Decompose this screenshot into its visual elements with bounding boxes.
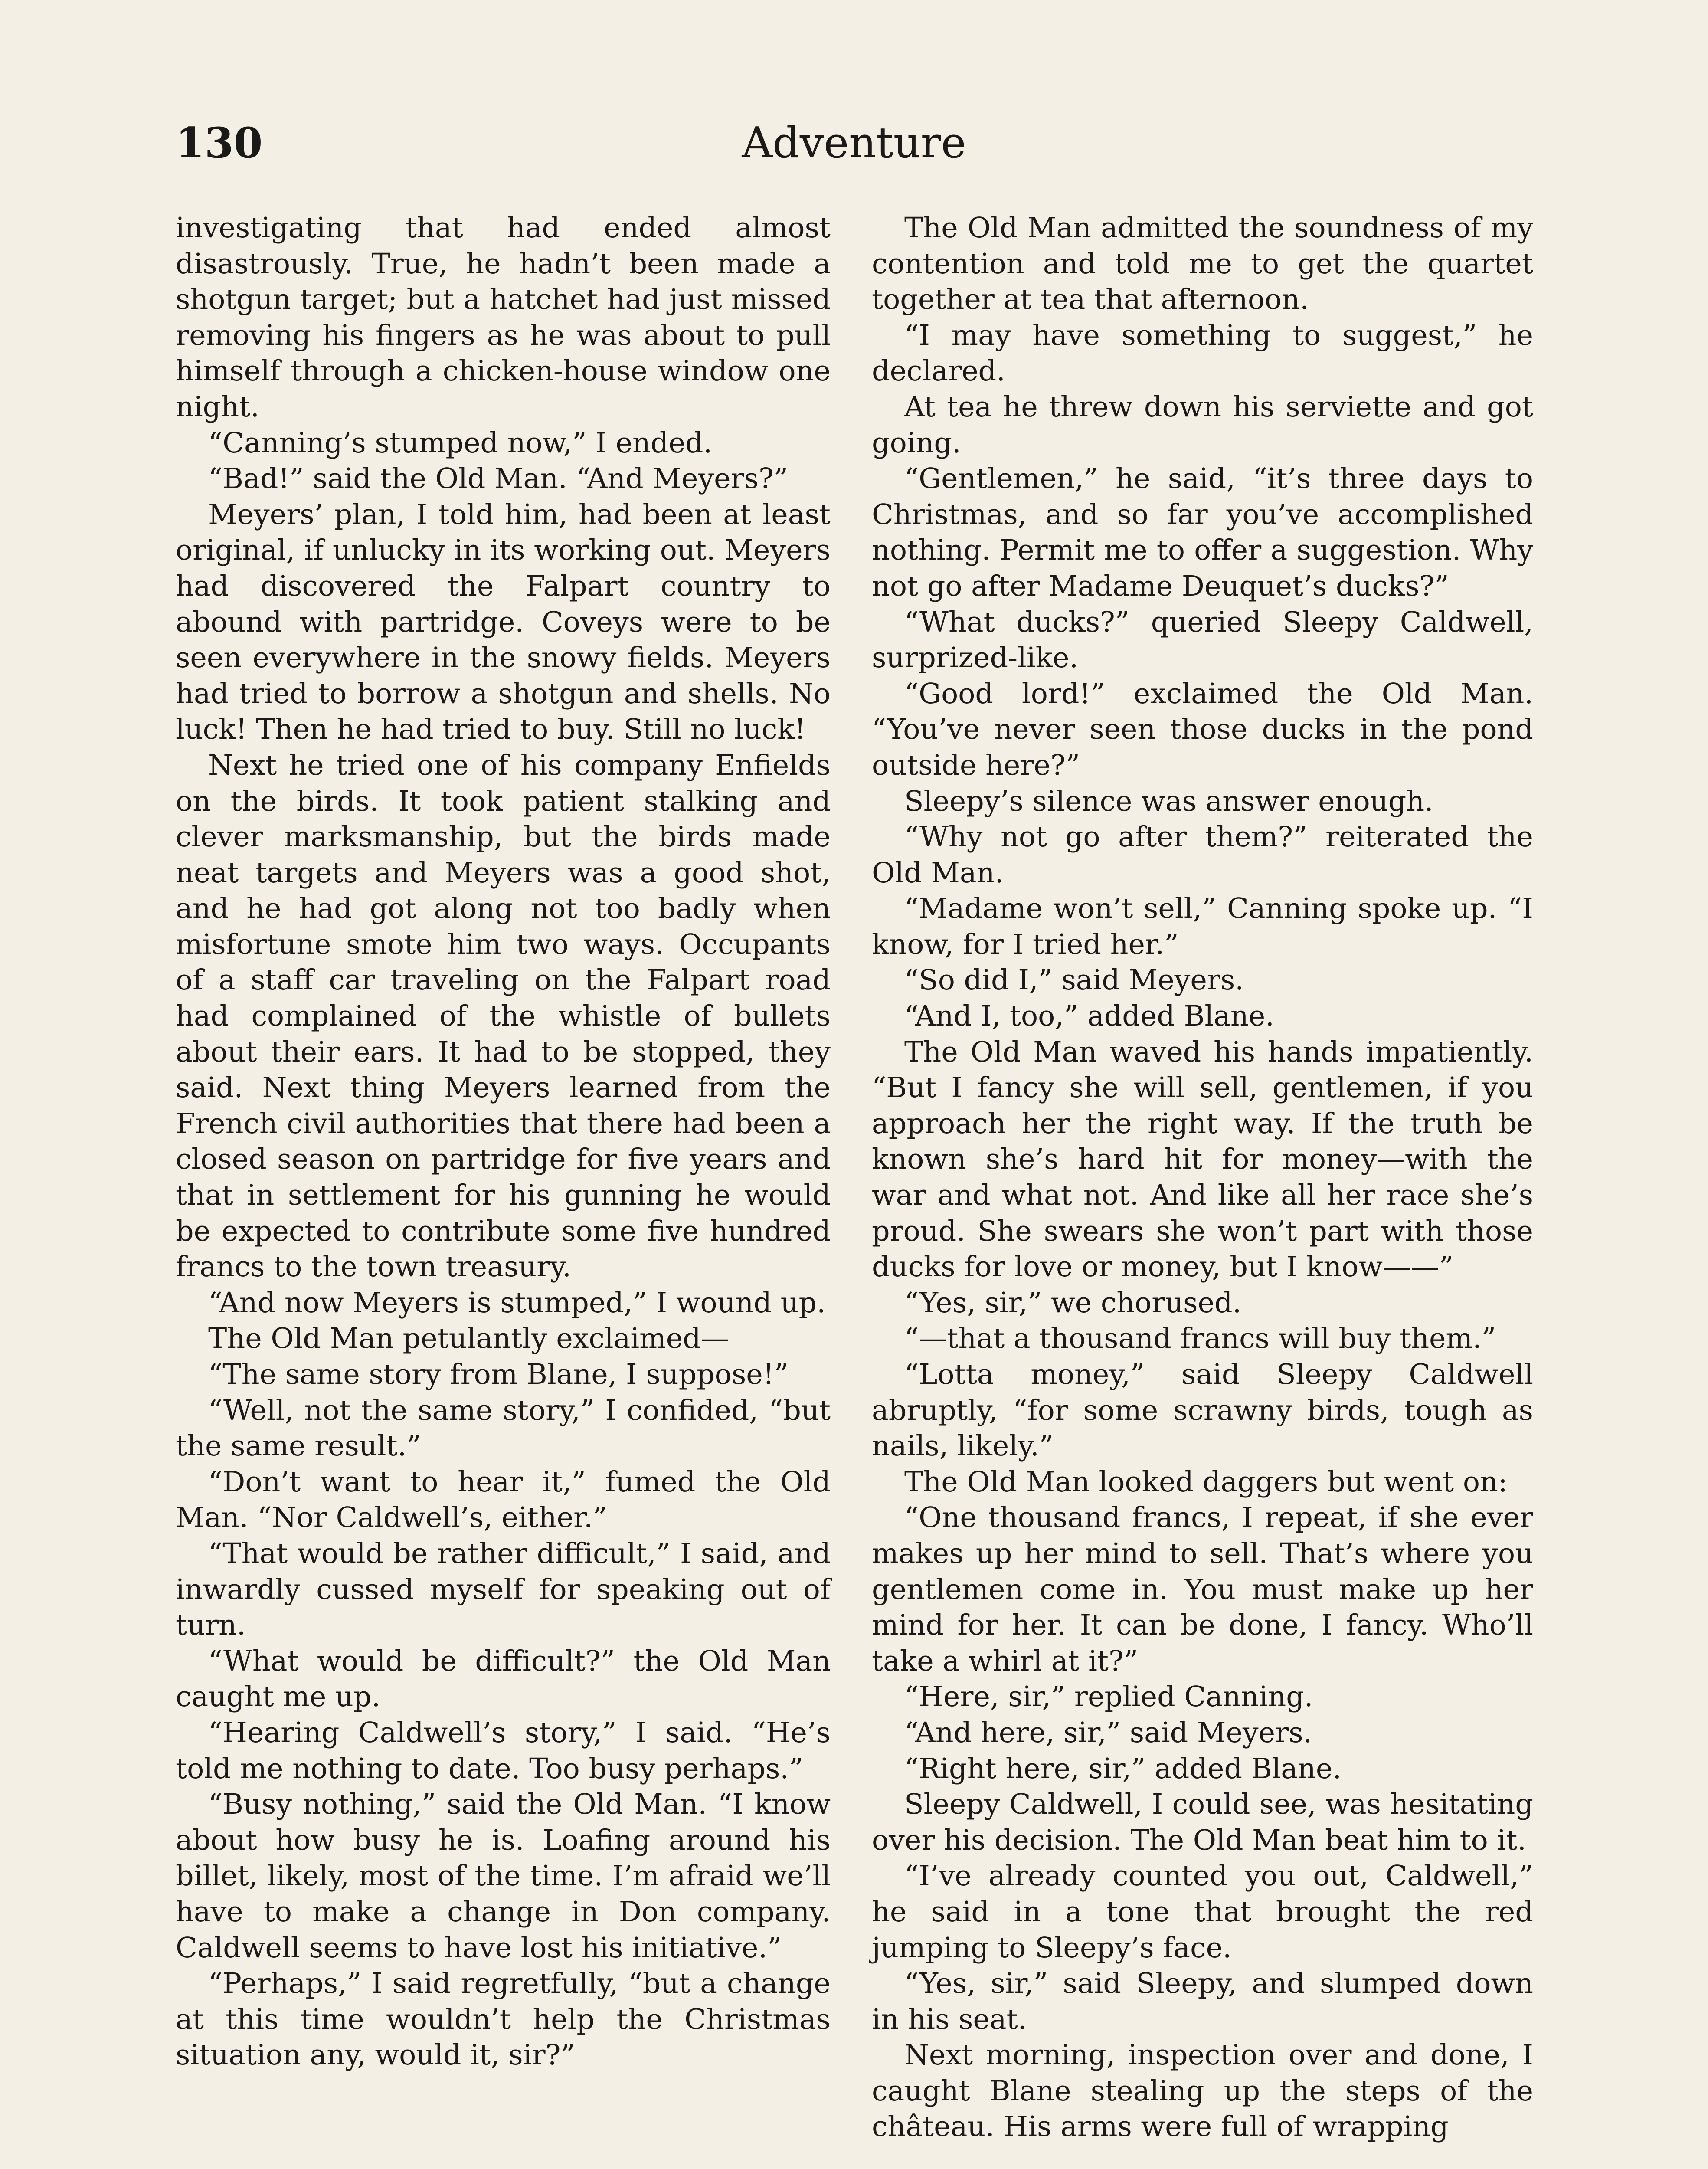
paragraph: At tea he threw down his serviette and got going.	[872, 390, 1533, 459]
paragraph: Sleepy Caldwell, I could see, was hesitating over his decision. The Old Man beat him to it.	[872, 1788, 1533, 1857]
paragraph: “And here, sir,” said Meyers.	[904, 1716, 1312, 1749]
paragraph: “I may have something to suggest,” he declared.	[872, 319, 1533, 388]
paragraph: “Well, not the same story,” I confided, “but the same result.”	[176, 1394, 831, 1463]
paragraph: Next morning, inspection over and done, I caught Blane stealing up the steps of the château. His arms were full of wrapping	[872, 2039, 1533, 2143]
page-header	[0, 108, 1708, 178]
paragraph: “Lotta money,” said Sleepy Caldwell abruptly, “for some scrawny birds, tough as nails, likely.”	[872, 1358, 1533, 1463]
paragraph: “Good lord!” exclaimed the Old Man. “You’ve never seen those ducks in the pond outside here?”	[872, 677, 1533, 782]
paragraph: “Right here, sir,” added Blane.	[904, 1752, 1342, 1785]
right-column	[872, 210, 1533, 2169]
paragraph: “The same story from Blane, I suppose!”	[208, 1358, 789, 1391]
paragraph: “Madame won’t sell,” Canning spoke up. “I know, for I tried her.”	[872, 892, 1533, 961]
paragraph: “Yes, sir,” we chorused.	[904, 1286, 1242, 1319]
paragraph: “I’ve already counted you out, Caldwell,” he said in a tone that brought the red jumping to Sleepy’s face.	[872, 1860, 1533, 1964]
paragraph: investigating that had ended almost disastrously. True, he hadn’t been made a shotgun target; but a hatchet had just missed removing his fingers as he was about to pull himself through a chicken-house window one night.	[176, 212, 831, 423]
paragraph: “So did I,” said Meyers.	[904, 964, 1244, 997]
paragraph: Meyers’ plan, I told him, had been at least original, if unlucky in its working out. Meyers had discovered the Falpart country to abound with partridge. Coveys were to be seen everywhere in the snowy fields. Meyers had tried to borrow a shotgun and shells. No luck! Then he had tried to buy. Still no luck!	[176, 498, 831, 746]
paragraph: The Old Man looked daggers but went on:	[904, 1465, 1508, 1498]
running-title: Adventure	[742, 118, 966, 168]
paragraph: “Perhaps,” I said regretfully, “but a change at this time wouldn’t help the Christmas situation any, would it, sir?”	[176, 1967, 831, 2072]
paragraph: “That would be rather difficult,” I said, and inwardly cussed myself for speaking out of turn.	[176, 1537, 831, 1642]
page-number: 130	[176, 118, 263, 167]
left-column	[176, 210, 831, 2169]
paragraph: Sleepy’s silence was answer enough.	[904, 785, 1433, 818]
paragraph: “Busy nothing,” said the Old Man. “I know about how busy he is. Loafing around his billet, likely, most of the time. I’m afraid we’ll have to make a change in Don company. Caldwell seems to have lost his initiative.”	[176, 1788, 831, 1964]
paragraph: “—that a thousand francs will buy them.”	[904, 1322, 1496, 1355]
paragraph: “Hearing Caldwell’s story,” I said. “He’s told me nothing to date. Too busy perhaps.”	[176, 1716, 831, 1785]
paragraph: “What ducks?” queried Sleepy Caldwell, surprized-like.	[872, 606, 1533, 675]
paragraph: “Yes, sir,” said Sleepy, and slumped down in his seat.	[872, 1967, 1533, 2036]
paragraph: “Gentlemen,” he said, “it’s three days to Christmas, and so far you’ve accomplished nothing. Permit me to offer a suggestion. Why not go after Madame Deuquet’s ducks?”	[872, 462, 1533, 603]
paragraph: The Old Man petulantly exclaimed—	[208, 1322, 729, 1355]
paragraph: “Canning’s stumped now,” I ended.	[208, 426, 713, 459]
paragraph: “And I, too,” added Blane.	[904, 1000, 1274, 1033]
paragraph: “Bad!” said the Old Man. “And Meyers?”	[208, 462, 789, 495]
paragraph: “Why not go after them?” reiterated the Old Man.	[872, 821, 1533, 889]
paragraph: Next he tried one of his company Enfields on the birds. It took patient stalking and clever marksmanship, but the birds made neat targets and Meyers was a good shot, and he had got along not too badly when misfortune smote him two ways. Occupants of a staff car traveling on the Falpart road had complained of the whistle of bullets about their ears. It had to be stopped, they said. Next thing Meyers learned from the French civil authorities that there had been a closed season on partridge for five years and that in settlement for his gunning he would be expected to contribute some five hundred francs to the town treasury.	[176, 749, 831, 1284]
paragraph: “Don’t want to hear it,” fumed the Old Man. “Nor Caldwell’s, either.”	[176, 1465, 831, 1534]
paragraph: The Old Man admitted the soundness of my contention and told me to get the quartet together at tea that afternoon.	[872, 212, 1533, 316]
paragraph: “What would be difficult?” the Old Man caught me up.	[176, 1645, 831, 1714]
paragraph: “And now Meyers is stumped,” I wound up.	[208, 1286, 826, 1319]
paragraph: The Old Man waved his hands impatiently. “But I fancy she will sell, gentlemen, if you approach her the right way. If the truth be known she’s hard hit for money—with the war and what not. And like all her race she’s proud. She swears she won’t part with those ducks for love or money, but I know——”	[872, 1035, 1533, 1284]
paragraph: “One thousand francs, I repeat, if she ever makes up her mind to sell. That’s where you gentlemen come in. You must make up her mind for her. It can be done, I fancy. Who’ll take a whirl at it?”	[872, 1501, 1533, 1678]
paragraph: “Here, sir,” replied Canning.	[904, 1681, 1313, 1714]
